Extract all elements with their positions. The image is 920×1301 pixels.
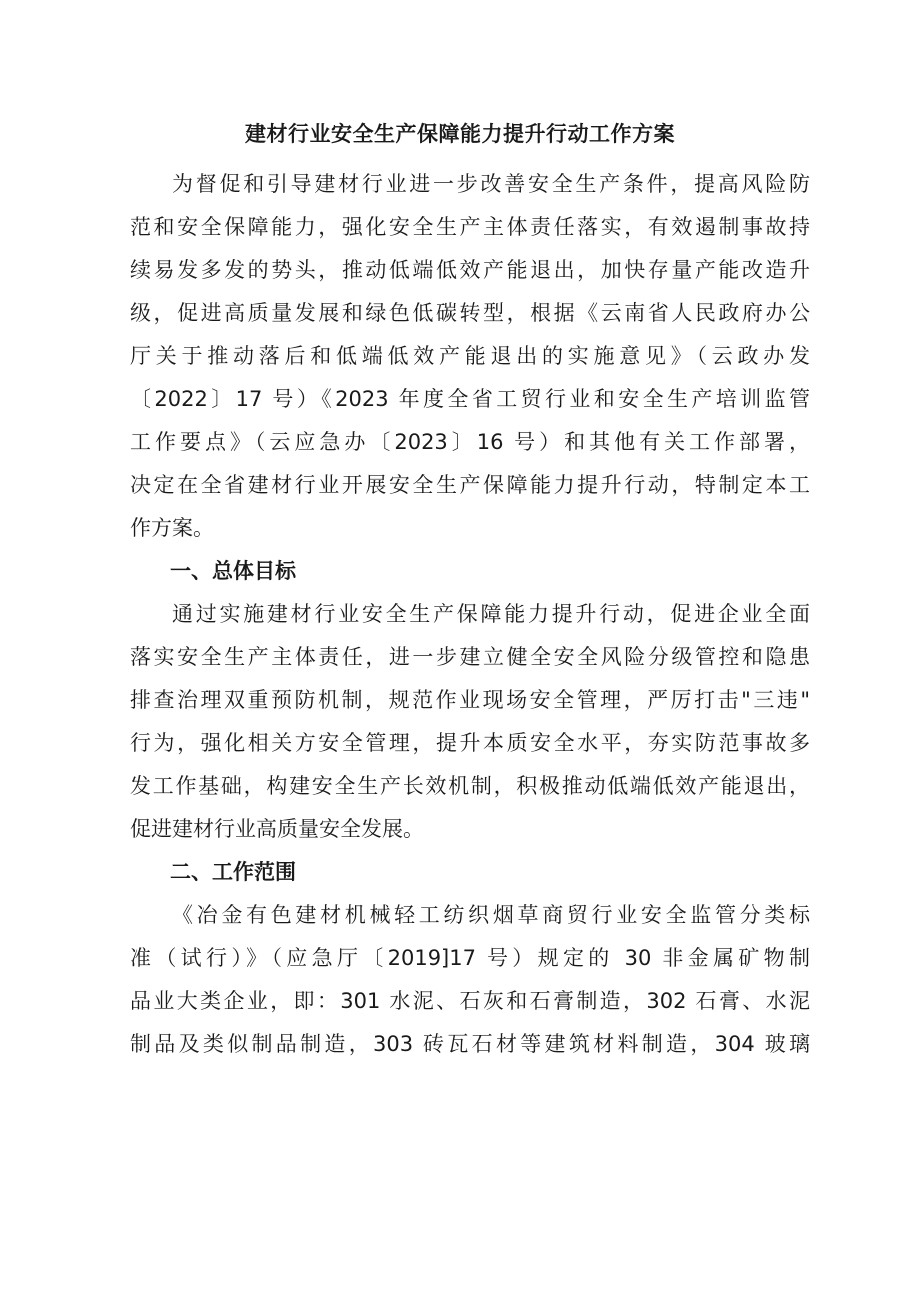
intro-line: 范和安全保障能力，强化安全生产主体责任落实，有效遏制事故持	[130, 215, 810, 239]
intro-line: 级，促进高质量发展和绿色低碳转型，根据《云南省人民政府办公	[130, 301, 810, 325]
section1-line: 行为，强化相关方安全管理，提升本质安全水平，夯实防范事故多	[130, 731, 810, 755]
intro-line: 决定在全省建材行业开展安全生产保障能力提升行动，特制定本工	[130, 473, 810, 497]
section1-line: 通过实施建材行业安全生产保障能力提升行动，促进企业全面	[172, 602, 810, 626]
intro-line: 〔2022〕17 号）《2023 年度全省工贸行业和安全生产培训监管	[130, 387, 810, 411]
section-heading-overall-goal: 一、总体目标	[170, 559, 296, 583]
section1-line: 促进建材行业高质量安全发展。	[130, 817, 424, 841]
intro-line: 厅关于推动落后和低端低效产能退出的实施意见》（云政办发	[130, 344, 810, 368]
section1-line: 排查治理双重预防机制，规范作业现场安全管理，严厉打击"三违"	[130, 688, 810, 712]
intro-line: 为督促和引导建材行业进一步改善安全生产条件，提高风险防	[172, 172, 810, 196]
section2-line: 准（试行）》（应急厅〔2019]17 号）规定的 30 非金属矿物制	[130, 946, 810, 970]
intro-line: 续易发多发的势头，推动低端低效产能退出，加快存量产能改造升	[130, 258, 810, 282]
intro-line: 工作要点》（云应急办〔2023〕16 号）和其他有关工作部署，	[130, 430, 810, 454]
section-heading-work-scope: 二、工作范围	[170, 860, 296, 884]
section2-line: 制品及类似制品制造，303 砖瓦石材等建筑材料制造，304 玻璃	[130, 1032, 810, 1056]
intro-line: 作方案。	[130, 516, 214, 540]
section2-line: 品业大类企业，即：301 水泥、石灰和石膏制造，302 石膏、水泥	[130, 989, 810, 1013]
section1-line: 落实安全生产主体责任，进一步建立健全安全风险分级管控和隐患	[130, 645, 810, 669]
section2-line: 《冶金有色建材机械轻工纺织烟草商贸行业安全监管分类标	[172, 903, 810, 927]
section1-line: 发工作基础，构建安全生产长效机制，积极推动低端低效产能退出，	[130, 774, 810, 798]
document-title: 建材行业安全生产保障能力提升行动工作方案	[245, 122, 675, 146]
